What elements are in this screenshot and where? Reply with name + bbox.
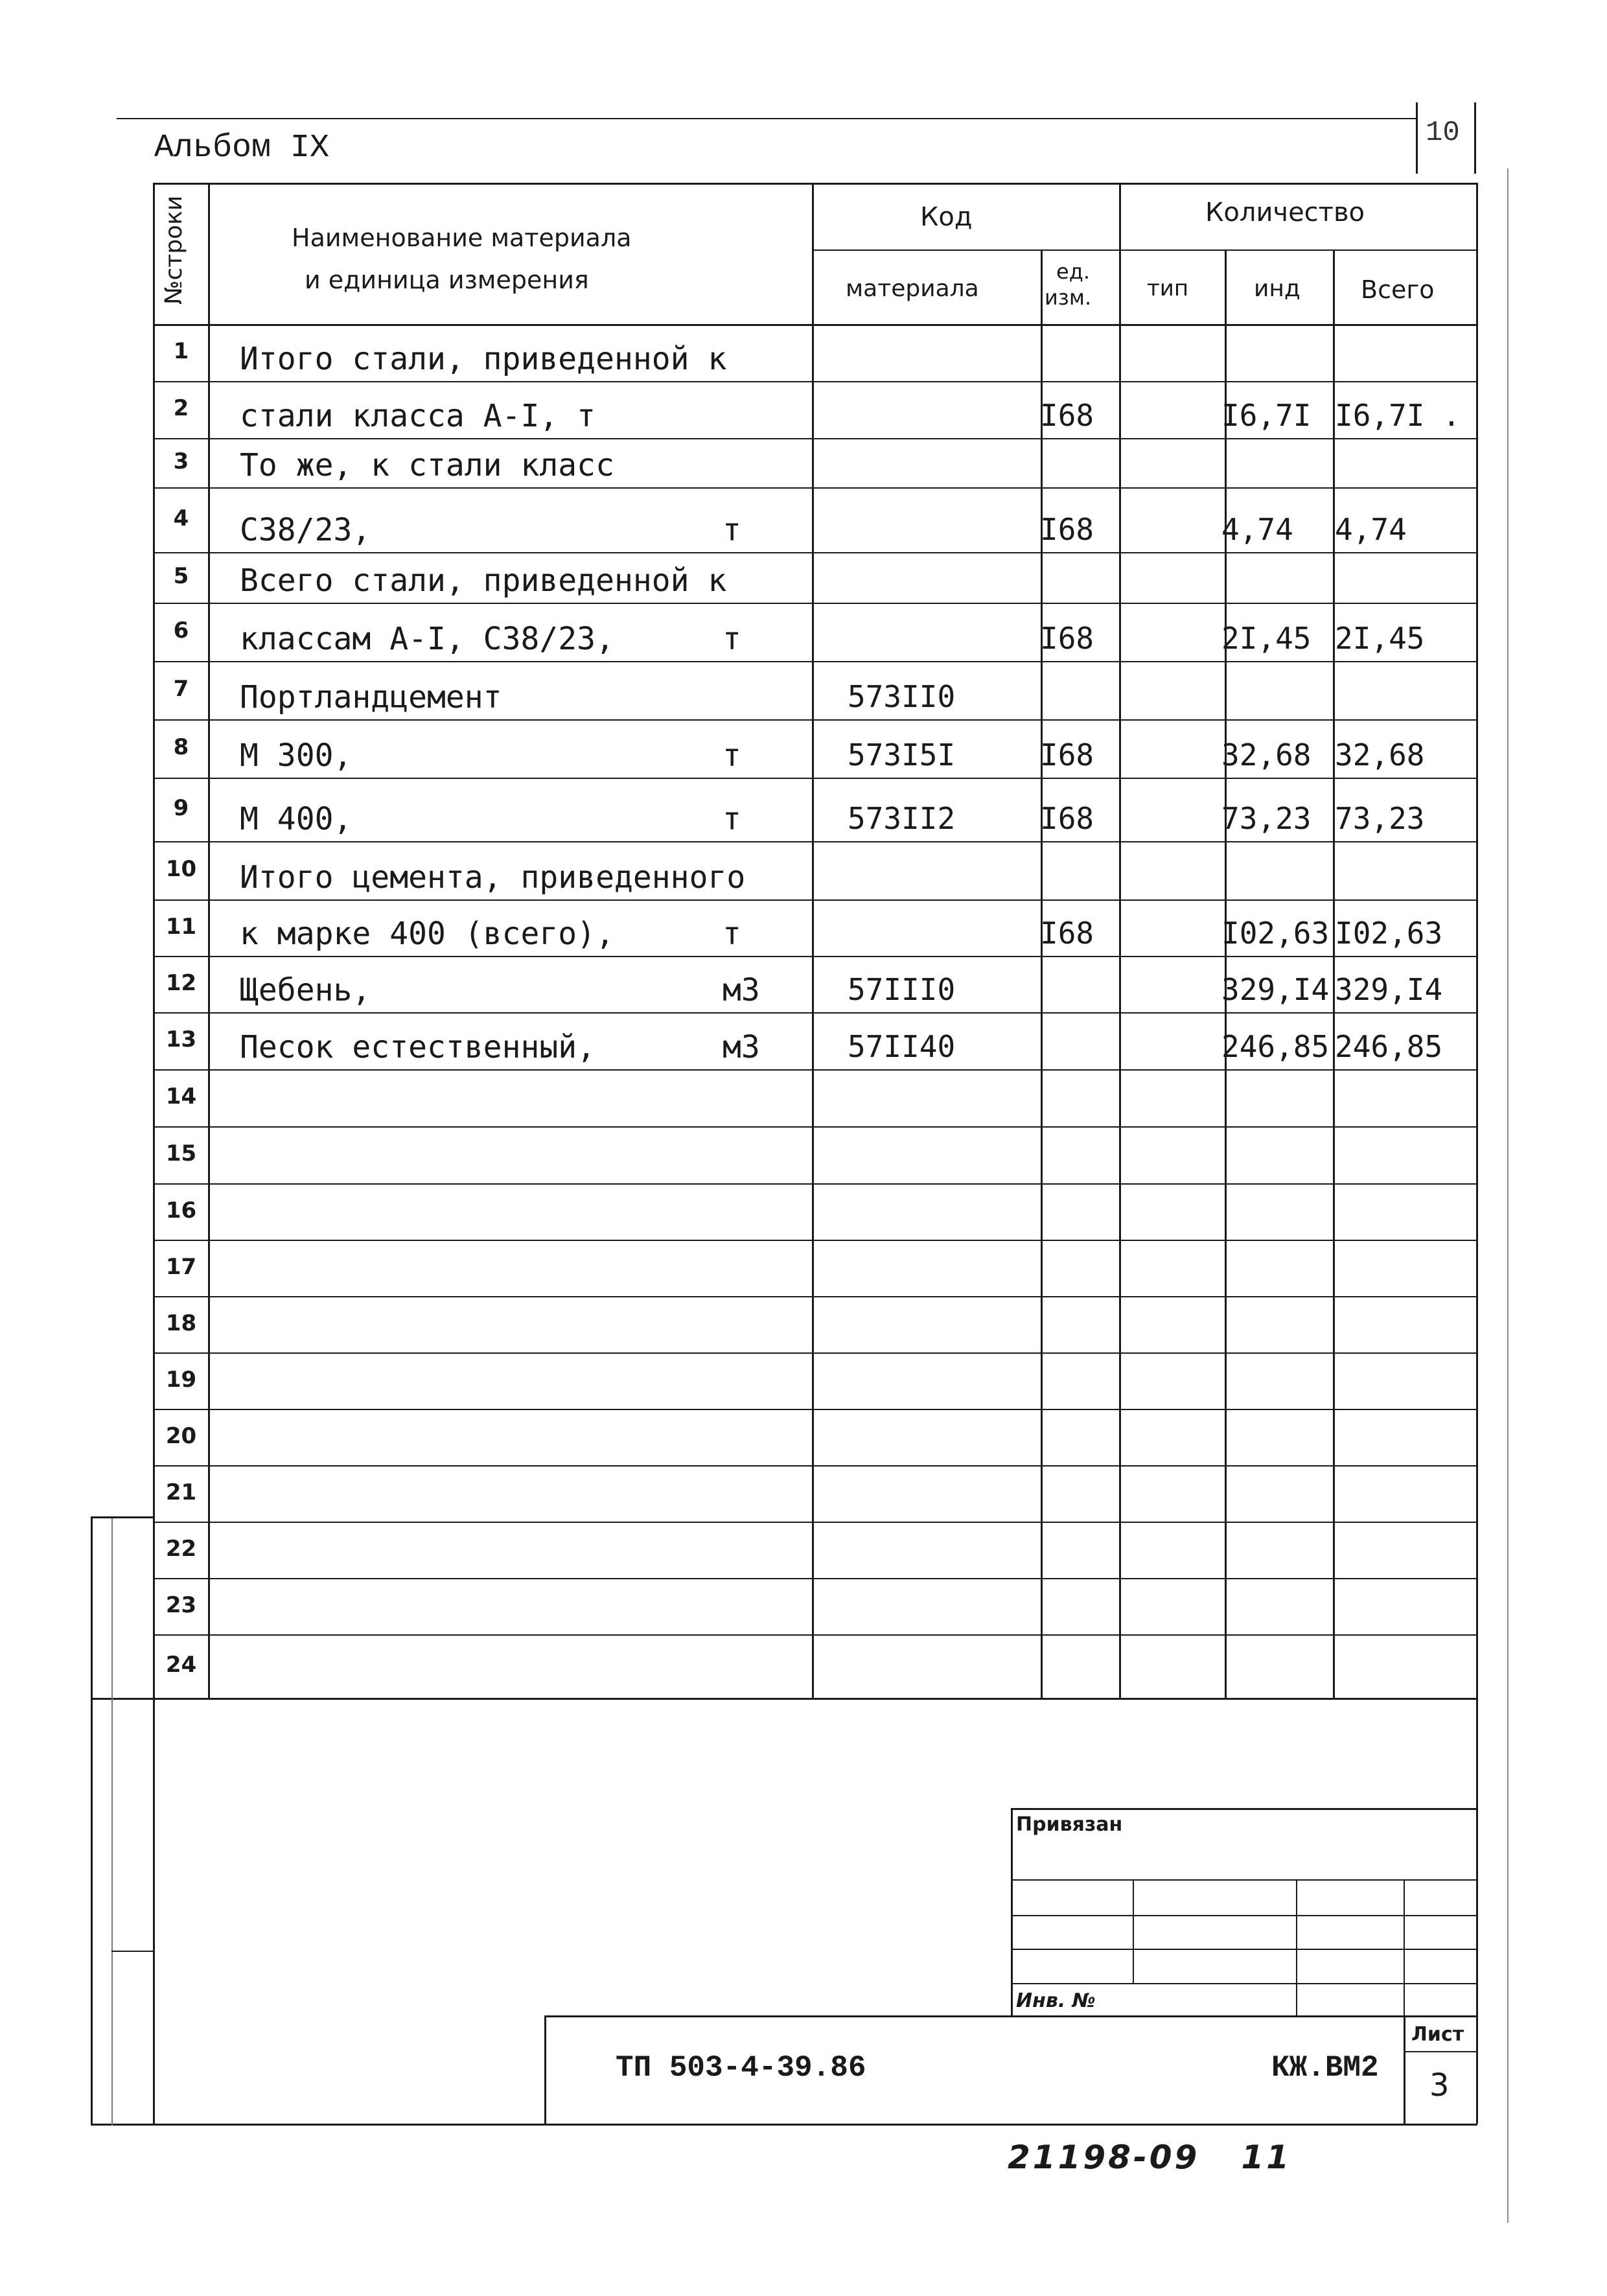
table-bottom-rule — [91, 1698, 1477, 1700]
margin-strip-top — [91, 1516, 154, 1518]
row-number: 12 — [165, 970, 197, 996]
row-number: 7 — [173, 676, 189, 702]
album-label: Альбом IX — [154, 130, 330, 167]
cell-unit: I68 — [1040, 621, 1094, 656]
cell-ind: 32,68 — [1221, 737, 1312, 772]
cell-unit: I68 — [1040, 916, 1094, 951]
row-number: 9 — [173, 795, 189, 821]
cell-sym: т — [723, 621, 741, 657]
row-separator — [153, 1296, 1478, 1297]
sheet-box-left — [1404, 2015, 1405, 2126]
cell-name: М 300, — [240, 737, 353, 774]
cell-sym: т — [723, 512, 741, 548]
cell-code: 573I5I — [848, 737, 956, 772]
cell-name: Щебень, — [240, 972, 371, 1008]
header-qty-type: тип — [1147, 275, 1189, 301]
doc-code: КЖ.ВМ2 — [1271, 2051, 1379, 2085]
cell-ind: 4,74 — [1221, 512, 1293, 547]
row-separator — [153, 719, 1478, 721]
top-rule — [117, 118, 1416, 119]
right-edge-line — [1507, 168, 1509, 2223]
cell-name: То же, к стали класс — [240, 447, 614, 483]
cell-total: I02,63 — [1335, 916, 1443, 951]
cell-unit: I68 — [1040, 737, 1094, 772]
row-number: 16 — [165, 1198, 197, 1223]
header-name-line2: и единица измерения — [305, 266, 589, 294]
row-separator — [153, 438, 1478, 439]
margin-strip-left — [91, 1516, 93, 2126]
frame-right — [1476, 183, 1478, 2124]
cell-name: стали класса А-I, т — [240, 398, 596, 434]
row-number: 21 — [165, 1479, 197, 1505]
row-number: 19 — [165, 1367, 197, 1393]
row-separator — [153, 1409, 1478, 1410]
cell-ind: 329,I4 — [1221, 972, 1330, 1007]
row-separator — [153, 841, 1478, 842]
cell-name: Итого стали, приведенной к — [240, 341, 727, 377]
titleblock-left — [544, 2015, 546, 2126]
sheet-box-mid — [1404, 2051, 1477, 2052]
cell-unit: I68 — [1040, 801, 1094, 836]
cell-total: 73,23 — [1335, 801, 1425, 836]
row-separator — [153, 381, 1478, 382]
header-qty-ind: инд — [1254, 275, 1301, 302]
cell-unit: I68 — [1040, 398, 1094, 433]
cell-ind: 246,85 — [1221, 1029, 1330, 1064]
row-number: 22 — [165, 1536, 197, 1562]
header-code-group: Код — [920, 202, 973, 232]
cell-name: Портландцемент — [240, 679, 502, 715]
cell-name: М 400, — [240, 801, 353, 837]
row-separator — [153, 956, 1478, 957]
linked-box-left — [1011, 1808, 1013, 2015]
row-number: 2 — [173, 395, 189, 421]
linked-row-4 — [1011, 1983, 1477, 1984]
sheet-number: 3 — [1429, 2067, 1450, 2104]
header-qty-group: Количество — [1205, 198, 1365, 227]
cell-ind: 2I,45 — [1221, 621, 1312, 656]
header-name-line1: Наименование материала — [292, 224, 632, 252]
row-separator — [153, 1465, 1478, 1467]
cell-total: I6,7I . — [1335, 398, 1461, 433]
row-number: 23 — [165, 1592, 197, 1618]
row-separator — [153, 1352, 1478, 1354]
row-number: 5 — [173, 563, 189, 589]
cell-name: классам А-I, С38/23, — [240, 621, 614, 657]
row-separator — [153, 899, 1478, 901]
linked-box-top — [1011, 1808, 1477, 1810]
header-unit-line1: ед. — [1056, 259, 1090, 284]
row-separator — [153, 661, 1478, 662]
row-number: 4 — [173, 505, 189, 531]
row-separator — [153, 1578, 1478, 1579]
row-number: 6 — [173, 618, 189, 644]
sheet-label: Лист — [1411, 2023, 1464, 2046]
row-separator — [153, 1634, 1478, 1636]
cell-sym: т — [723, 737, 741, 774]
header-row-no — [161, 149, 200, 305]
cell-ind: 73,23 — [1221, 801, 1312, 836]
cell-total: 4,74 — [1335, 512, 1407, 547]
row-separator — [153, 487, 1478, 489]
cell-total: 246,85 — [1335, 1029, 1443, 1064]
handwritten-note: 21198-09 11 — [1008, 2139, 1292, 2176]
header-bottom — [153, 324, 1478, 326]
row-number: 13 — [165, 1026, 197, 1052]
row-separator — [153, 1012, 1478, 1014]
row-number: 17 — [165, 1254, 197, 1280]
row-separator — [153, 1069, 1478, 1071]
row-separator — [153, 552, 1478, 553]
cell-ind: I02,63 — [1221, 916, 1330, 951]
titleblock-top — [544, 2015, 1477, 2017]
cell-sym: т — [723, 916, 741, 952]
row-separator — [153, 778, 1478, 779]
row-number: 18 — [165, 1310, 197, 1336]
header-qty-total: Всего — [1361, 275, 1435, 304]
row-number: 20 — [165, 1423, 197, 1449]
cell-sym: м3 — [723, 972, 760, 1008]
row-separator — [153, 1240, 1478, 1241]
col-sep-name — [812, 183, 814, 1699]
header-top — [153, 183, 1478, 185]
linked-label: Привязан — [1016, 1813, 1123, 1836]
doc-number: ТП 503-4-39.86 — [616, 2051, 866, 2085]
header-mid — [812, 249, 1478, 251]
cell-code: 57II40 — [848, 1029, 956, 1064]
margin-strip-inner — [111, 1516, 113, 2126]
page-bottom-rule — [91, 2124, 1477, 2126]
row-number: 10 — [165, 856, 197, 882]
row-number: 11 — [165, 914, 197, 940]
cell-ind: I6,7I — [1221, 398, 1312, 433]
cell-name: Всего стали, приведенной к — [240, 562, 727, 599]
corner-box-right — [1474, 102, 1476, 174]
linked-col-1 — [1133, 1879, 1134, 1983]
header-row-no-text: №строки — [161, 195, 187, 305]
cell-sym: т — [723, 801, 741, 837]
col-sep-unit — [1119, 183, 1121, 1699]
cell-sym: м3 — [723, 1029, 760, 1065]
corner-box-left — [1416, 102, 1418, 174]
row-number: 24 — [165, 1652, 197, 1678]
margin-strip-mid — [111, 1951, 154, 1952]
linked-row-1 — [1011, 1879, 1477, 1881]
inv-label: Инв. № — [1016, 1989, 1096, 2012]
row-number: 1 — [173, 338, 189, 364]
cell-name: к марке 400 (всего), — [240, 916, 614, 952]
row-number: 3 — [173, 448, 189, 474]
row-number: 14 — [165, 1084, 197, 1109]
linked-col-2 — [1296, 1879, 1297, 2015]
cell-total: 32,68 — [1335, 737, 1425, 772]
row-number: 8 — [173, 734, 189, 760]
cell-code: 57III0 — [848, 972, 956, 1007]
linked-col-3 — [1404, 1879, 1405, 2015]
cell-name: С38/23, — [240, 512, 371, 548]
header-code-material: материала — [846, 275, 979, 302]
header-unit-line2: изм. — [1045, 285, 1092, 310]
row-number: 15 — [165, 1141, 197, 1166]
cell-code: 573II0 — [848, 679, 956, 714]
corner-number: 10 — [1426, 117, 1460, 149]
cell-total: 329,I4 — [1335, 972, 1443, 1007]
cell-total: 2I,45 — [1335, 621, 1425, 656]
linked-row-2 — [1011, 1915, 1477, 1916]
cell-name: Песок естественный, — [240, 1029, 596, 1065]
cell-code: 573II2 — [848, 801, 956, 836]
row-separator — [153, 603, 1478, 604]
row-separator — [153, 1126, 1478, 1128]
cell-name: Итого цемента, приведенного — [240, 859, 746, 896]
col-sep-code — [1041, 249, 1043, 1699]
linked-row-3 — [1011, 1949, 1477, 1950]
row-separator — [153, 1183, 1478, 1185]
cell-unit: I68 — [1040, 512, 1094, 547]
row-separator — [153, 1522, 1478, 1523]
